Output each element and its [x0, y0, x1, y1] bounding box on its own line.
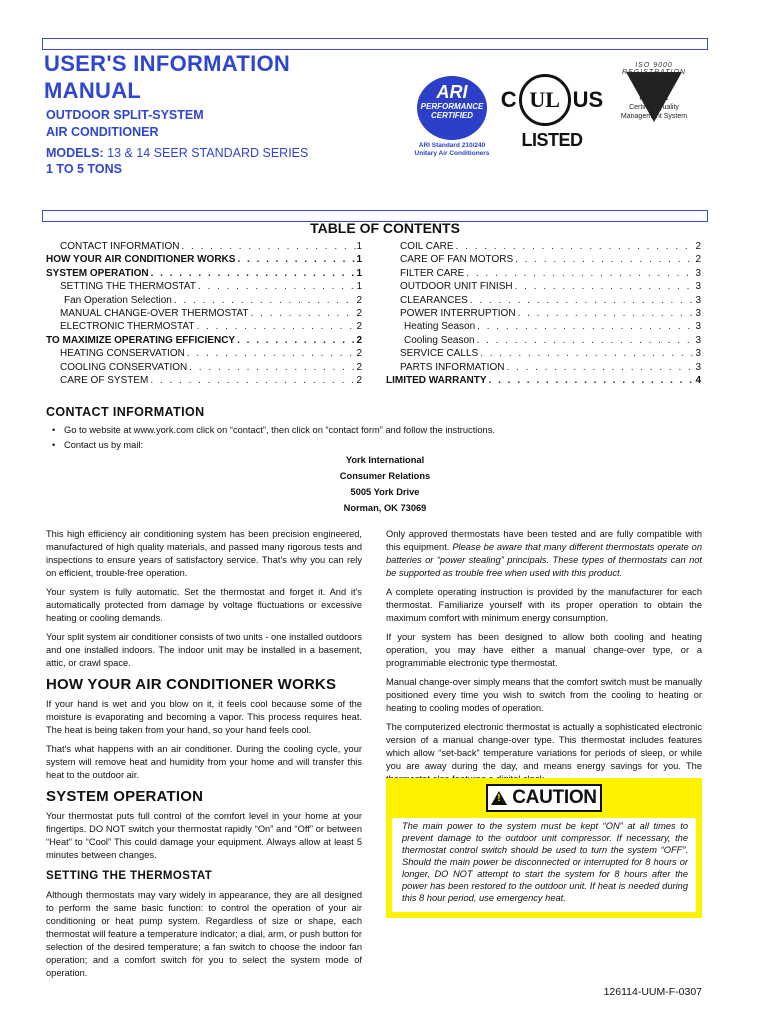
contact-bullet-mail: • Contact us by mail:: [52, 438, 495, 453]
toc-entry[interactable]: [46, 361, 362, 374]
intro-paragraph: Your system is fully automatic. Set the thermostat and forget it. And it's automatically protected from damage by voltage fluctuations or excessive heating or cooling demands.: [46, 587, 362, 623]
toc-entry-label: CONTACT INFORMATION: [60, 241, 180, 252]
electronic-thermostat-paragraph: The computerized electronic thermostat is actually a sophisticated electronic version of a manual change-over type. This thermostat includes features which allow “set-back” temperature variations for periods of sleep, or while you are away during the day, and means energy savings for you. The: [386, 722, 702, 771]
iso-caption: [606, 94, 702, 121]
toc-entry-page: 3: [695, 267, 701, 279]
toc-entry-page: 2: [356, 294, 362, 306]
ari-caption-1: ARI Standard 210/240: [418, 142, 486, 149]
ul-listed-text: LISTED: [521, 130, 583, 150]
toc-entry-page: 2: [695, 254, 701, 266]
ul-circle-icon: [519, 74, 571, 126]
toc-entry-label: ELECTRONIC THERMOSTAT: [60, 321, 195, 333]
caution-header: [386, 778, 702, 816]
section-heading-how-it-works: HOW YOUR AIR CONDITIONER WORKS: [46, 676, 337, 693]
title-line-1: USER'S INFORMATION: [44, 51, 291, 76]
ari-caption-2: Unitary Air Conditioners: [414, 150, 490, 157]
toc-entry[interactable]: [46, 347, 362, 360]
ul-us-mark: US: [572, 87, 604, 112]
how-paragraph: If your hand is wet and you blow on it, it feels cool because some of the moisture is evaporating and becoming a vapor. This process requires heat. The heat is being taken from your hand, so your hand feels cool.: [46, 699, 362, 735]
toc-entry-page: 1: [356, 254, 362, 266]
caution-label: [486, 784, 602, 812]
tonnage-range: 1 TO 5 TONS: [46, 162, 122, 176]
ari-logo-text: ARI: [436, 82, 468, 102]
toc-entry-page: 3: [695, 334, 701, 346]
toc-entry-page: 2: [356, 308, 362, 320]
toc-entry-label: HOW YOUR AIR CONDITIONER WORKS: [46, 254, 236, 266]
toc-entry[interactable]: [46, 240, 362, 253]
models-label: MODELS:: [46, 146, 104, 160]
toc-entry-page: 3: [695, 308, 701, 320]
toc-entry[interactable]: [46, 280, 362, 293]
toc-entry[interactable]: [386, 267, 701, 280]
toc-entry[interactable]: [46, 374, 362, 387]
toc-entry-page: 2: [356, 375, 362, 387]
document-number: 126114-UUM-F-0307: [603, 986, 702, 998]
ari-caption: [414, 142, 490, 158]
thermostat-type-paragraph: If your system has been designed to allow both cooling and heating operation, you may have either a manual change-over type, or a programmable electronic type thermostat.: [386, 632, 702, 668]
toc-entry[interactable]: [386, 253, 701, 266]
section-heading-system-operation: SYSTEM OPERATION: [46, 788, 204, 805]
ul-mark: UL: [529, 87, 560, 112]
subtitle-line-2: AIR CONDITIONER: [46, 125, 159, 139]
toc-entry-label: HEATING CONSERVATION: [60, 348, 185, 360]
address-line: York International: [345, 455, 425, 465]
toc-entry-page: 2: [356, 321, 362, 333]
manual-changeover-paragraph: Manual change-over simply means that the comfort switch must be manually positioned every time you wish to switch from the cooling to heating or heating to cooling modes of operation.: [386, 677, 702, 713]
header-rule-top: [42, 38, 708, 50]
document-title: [44, 50, 384, 104]
intro-paragraph: Your split system air conditioner consists of two units - one installed outdoors and one installed indoors. The indoor unit may be installed in a basement, attic, or crawl space.: [46, 632, 362, 668]
toc-entry-page: 3: [695, 294, 701, 306]
toc-entry-label: COIL CARE: [400, 241, 454, 252]
toc-entry[interactable]: [46, 320, 362, 333]
iso-caption-1: ISO 9001: [639, 95, 669, 102]
right-column: [386, 528, 702, 792]
toc-left-column: [46, 240, 362, 387]
toc-entry[interactable]: [386, 307, 701, 320]
address-line: 5005 York Drive: [350, 487, 420, 497]
ari-certified-logo: [414, 76, 490, 158]
caution-text: The main power to the system must be kept “ON” at all times to prevent damage to the outdoor unit compressor. If necessary, the thermostat control switch should be used to turn the system “OFF”. Should the main power be disconnected or interrupted for 8 hours or longer, DO NOT attempt to start the system for 8 hours after the power has been restored to the outdoor unit. If heat is needed during this 8 hour period, use emergency heat.: [392, 818, 696, 912]
toc-entry-page: 2: [356, 334, 362, 346]
address-line: Consumer Relations: [339, 471, 431, 481]
toc-entry-label: COOLING CONSERVATION: [60, 361, 188, 373]
toc-entry-label: MANUAL CHANGE-OVER THERMOSTAT: [60, 308, 249, 320]
iso-caption-3: Management System: [620, 113, 688, 120]
caution-label-text: CAUTION: [512, 787, 597, 808]
iso-ring-text: ISO 9000 REGISTRATION: [622, 62, 686, 76]
toc-entry[interactable]: [386, 347, 701, 360]
toc-entry-label: Fan Operation Selection: [64, 294, 172, 306]
toc-entry[interactable]: [46, 294, 362, 307]
toc-entry-page: 3: [695, 321, 701, 333]
ul-c-mark: C: [500, 87, 517, 112]
ari-badge: [417, 76, 487, 140]
toc-entry-label: LIMITED WARRANTY: [386, 375, 487, 387]
ari-logo-sub: PERFORMANCE CERTIFIED: [420, 102, 484, 120]
thermostat-paragraph: Although thermostats may vary widely in appearance, they are all designed to perform the same basic function: to control the operation of your air conditioning or heat pump system. Regardless of size or shape, each thermostat will feature a temperature indicator; a dial, arm, or push button for selection of the desired temperature; a fan switch to choose the indoor fan operation; and a comfort switch for you to select the system mode of operation.: [46, 890, 362, 978]
models-info: [46, 145, 308, 177]
toc-entry-page: 1: [356, 241, 362, 252]
address-line: Norman, OK 73069: [343, 503, 427, 513]
toc-entry[interactable]: [386, 294, 701, 307]
toc-entry[interactable]: [46, 307, 362, 320]
toc-entry-label: Heating Season: [404, 321, 476, 333]
toc-entry-label: OUTDOOR UNIT FINISH: [400, 281, 513, 293]
contact-bullets: [52, 423, 495, 453]
compat-warning-text: Please be aware that many different thermostats operate on batteries or “power stealing” principals. These types of thermostats can not be supported as trouble free when used with this product.: [386, 542, 703, 578]
toc-entry-page: 2: [695, 241, 701, 252]
toc-entry[interactable]: [46, 334, 362, 347]
section-heading-setting-thermostat: SETTING THE THERMOSTAT: [46, 870, 213, 882]
toc-entry[interactable]: [386, 280, 701, 293]
toc-entry-label: CLEARANCES: [400, 294, 468, 306]
toc-entry-label: CARE OF SYSTEM: [60, 375, 149, 387]
toc-entry-page: 3: [695, 348, 701, 360]
iso-caption-2: Certified Quality: [629, 104, 679, 111]
toc-entry-page: 3: [695, 281, 701, 293]
toc-entry-page: 3: [695, 361, 701, 373]
toc-right-column: [386, 240, 701, 387]
toc-entry[interactable]: [386, 320, 701, 333]
toc-entry[interactable]: [386, 334, 701, 347]
thermostat-compat-paragraph: [386, 528, 702, 580]
toc-heading: TABLE OF CONTENTS: [310, 220, 460, 236]
toc-entry-page: 2: [356, 348, 362, 360]
toc-entry-page: 1: [356, 267, 362, 279]
ul-listed-logo: [497, 74, 607, 151]
title-line-2: MANUAL: [44, 78, 142, 103]
compat-text: Only approved thermostats have been tested and are fully compatible with this equipment.: [386, 529, 702, 552]
toc-entry[interactable]: [46, 267, 362, 280]
mailing-address: [0, 452, 770, 516]
contact-heading: CONTACT INFORMATION: [46, 405, 205, 419]
subtitle-line-1: OUTDOOR SPLIT-SYSTEM: [46, 108, 204, 122]
toc-entry-label: SERVICE CALLS: [400, 348, 479, 360]
toc-entry-page: 1: [356, 281, 362, 293]
toc-entry-label: SYSTEM OPERATION: [46, 267, 149, 279]
contact-bullet-website: • Go to website at www.york.com click on “contact”, then click on “contact form” and follow the instructions.: [52, 423, 495, 438]
toc-entry-label: CARE OF FAN MOTORS: [400, 254, 514, 266]
toc-entry[interactable]: [46, 253, 362, 266]
how-paragraph: That's what happens with an air conditioner. During the cooling cycle, your system will remove heat and humidity from your home and will transfer this heat to the outdoor air.: [46, 744, 362, 780]
toc-entry-page: 2: [356, 361, 362, 373]
toc-entry-label: TO MAXIMIZE OPERATING EFFICIENCY: [46, 334, 236, 346]
toc-entry[interactable]: [386, 374, 701, 387]
intro-paragraph: This high efficiency air conditioning system has been precision engineered, manufactured of high quality materials, and passed many rigorous tests and inspections to ensure years of satisfactory service. That's why you can rely on efficient, trouble-free operation.: [46, 529, 362, 578]
toc-entry-label: POWER INTERRUPTION: [400, 308, 516, 320]
toc-entry-label: SETTING THE THERMOSTAT: [60, 281, 196, 293]
system-paragraph: Your thermostat puts full control of the comfort level in your home at your fingertips. DO NOT switch your thermostat rapidly “On” and “Off” or between “Heat” to “Cool” This could damage your equipment. Always allow at least 5 minutes between changes.: [46, 811, 362, 860]
toc-entry-label: Cooling Season: [404, 334, 475, 346]
left-column: [46, 528, 362, 986]
toc-entry[interactable]: [386, 240, 701, 253]
toc-entry-page: 4: [695, 375, 701, 387]
warning-triangle-icon: [491, 791, 507, 805]
toc-entry-label: FILTER CARE: [400, 267, 465, 279]
iso-registration-logo: [606, 62, 702, 121]
document-subtitle: [46, 107, 204, 141]
instructions-paragraph: A complete operating instruction is provided by the manufacturer for each thermostat. Familiarize yourself with its proper operation to obtain the maximum comfort with minimum energy consumption.: [386, 587, 702, 623]
toc-entry-label: PARTS INFORMATION: [400, 361, 505, 373]
caution-box: [386, 778, 702, 918]
models-value: 13 & 14 SEER STANDARD SERIES: [103, 146, 309, 160]
toc-entry[interactable]: [386, 361, 701, 374]
